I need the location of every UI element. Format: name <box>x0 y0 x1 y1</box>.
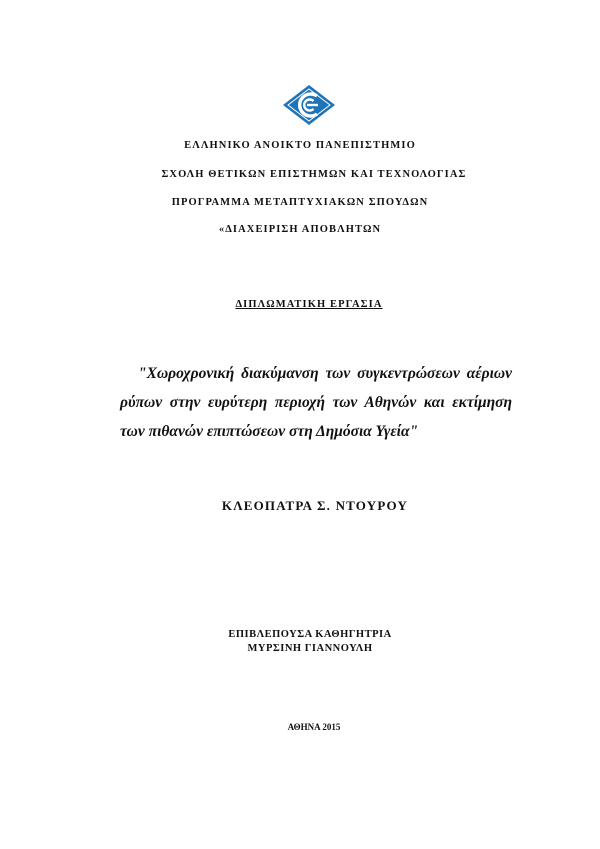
program-name: ΠΡΟΓΡΑΜΜΑ ΜΕΤΑΠΤΥΧΙΑΚΩΝ ΣΠΟΥΔΩΝ <box>171 197 429 208</box>
place-and-year: ΑΘΗΝΑ 2015 <box>287 722 341 732</box>
school-name: ΣΧΟΛΗ ΘΕΤΙΚΩΝ ΕΠΙΣΤΗΜΩΝ ΚΑΙ ΤΕΧΝΟΛΟΓΙΑΣ <box>161 169 467 180</box>
supervisor-role: ΕΠΙΒΛΕΠΟΥΣΑ ΚΑΘΗΓΗΤΡΙΑ <box>228 629 392 640</box>
university-logo-icon <box>282 84 336 126</box>
thesis-title: "Χωροχρονική διακύμανση των συγκεντρώσεων αέριων ρύπων στην ευρύτερη περιοχή των Αθηνών και εκτίμηση των πιθανών επιπτώσεων στη Δημόσια Υγεία" <box>120 365 512 440</box>
specialization-name: «ΔΙΑΧΕΙΡΙΣΗ ΑΠΟΒΛΗΤΩΝ <box>218 224 382 235</box>
thesis-type: ΔΙΠΛΩΜΑΤΙΚΗ ΕΡΓΑΣΙΑ <box>235 299 383 310</box>
author-name: ΚΛΕΟΠΑΤΡΑ Σ. ΝΤΟΥΡΟΥ <box>221 498 409 513</box>
supervisor-name: ΜΥΡΣΙΝΗ ΓΙΑΝΝΟΥΛΗ <box>247 643 373 654</box>
university-name: ΕΛΛΗΝΙΚΟ ΑΝΟΙΚΤΟ ΠΑΝΕΠΙΣΤΗΜΙΟ <box>184 140 416 151</box>
